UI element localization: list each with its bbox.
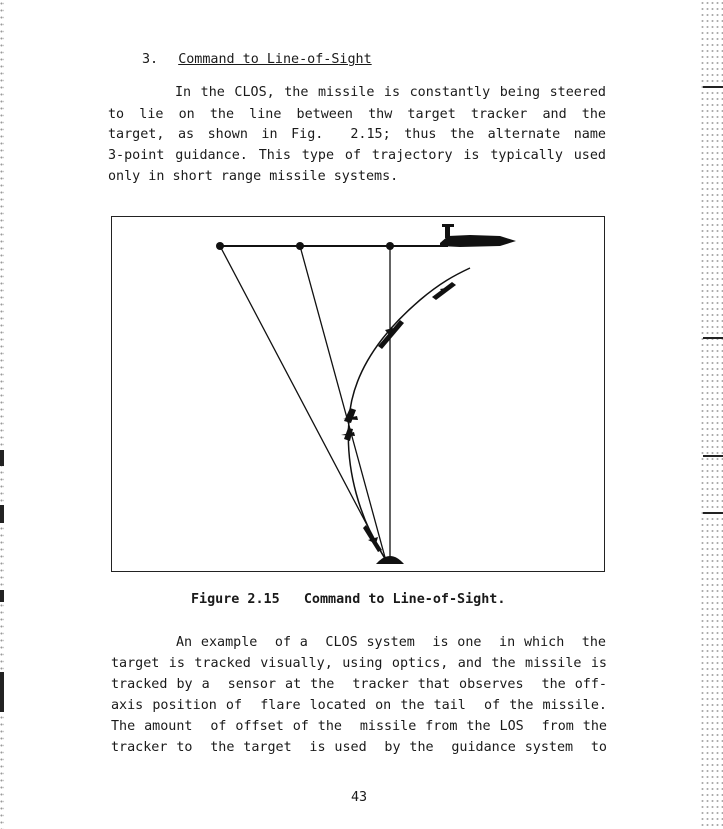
paragraph-line: tracked by a sensor at the tracker that observes the off- bbox=[111, 677, 607, 692]
paragraph-line: In the CLOS, the missile is constantly being steered bbox=[175, 85, 606, 100]
target-aircraft-icon bbox=[440, 224, 516, 247]
paragraph-line: An example of a CLOS system is one in which the bbox=[176, 635, 606, 650]
los-line bbox=[300, 246, 386, 561]
paragraph-line: 3-point guidance. This type of trajectory is typically used bbox=[108, 148, 606, 163]
paragraph-line: to lie on the line between thw target tracker and the bbox=[108, 107, 606, 122]
los-point bbox=[216, 242, 224, 250]
paragraph-line: target is tracked visually, using optics, and the missile is bbox=[111, 656, 607, 671]
tracker-icon bbox=[376, 556, 404, 564]
missile-icons bbox=[341, 282, 456, 552]
paragraph-line: target, as shown in Fig. 2.15; thus the alternate name bbox=[108, 127, 606, 142]
paragraph-line: axis position of flare located on the tail of the missile. bbox=[111, 698, 607, 713]
section-number: 3. bbox=[142, 52, 159, 67]
paragraph-line: tracker to the target is used by the guidance system to bbox=[111, 740, 607, 755]
los-line bbox=[220, 246, 386, 561]
paragraph-line: only in short range missile systems. bbox=[108, 169, 399, 184]
missile-trajectory bbox=[348, 268, 470, 560]
los-point bbox=[296, 242, 304, 250]
los-point bbox=[386, 242, 394, 250]
section-title: Command to Line-of-Sight bbox=[178, 52, 372, 67]
figure-caption: Figure 2.15 Command to Line-of-Sight. bbox=[191, 592, 506, 607]
paragraph-line: The amount of offset of the missile from the LOS from the bbox=[111, 719, 607, 734]
page-number: 43 bbox=[351, 790, 368, 805]
